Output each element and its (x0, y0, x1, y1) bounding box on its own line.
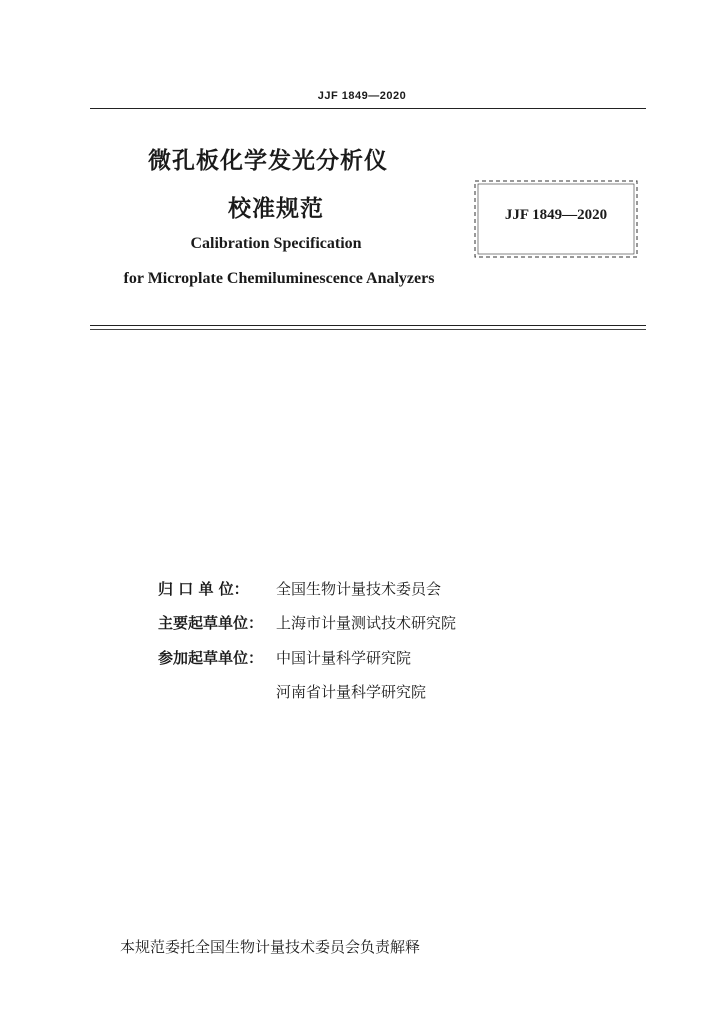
responsible-unit-label: 归 口 单 位： (158, 580, 249, 598)
main-drafter-row (158, 612, 456, 633)
title-english-line1: Calibration Specification (190, 235, 362, 252)
main-drafter-value: 上海市计量测试技术研究院 (276, 614, 457, 632)
co-drafter-value-2: 河南省计量科学研究院 (276, 683, 427, 701)
footer-interpretation-note: 本规范委托全国生物计量技术委员会负责解释 (120, 938, 421, 956)
top-rule (90, 108, 646, 109)
co-drafter-row-2 (158, 681, 426, 702)
mid-rule-thick (90, 325, 646, 326)
mid-rule-thin (90, 329, 646, 330)
standard-code-box-text: JJF 1849—2020 (504, 207, 608, 223)
responsible-unit-value: 全国生物计量技术委员会 (276, 580, 442, 598)
co-drafter-row (158, 647, 411, 668)
co-drafter-label: 参加起草单位： (158, 649, 264, 667)
title-chinese-line2: 校准规范 (228, 196, 324, 222)
co-drafter-value-1: 中国计量科学研究院 (276, 649, 412, 667)
standard-code-box (472, 178, 640, 260)
header-standard-code: JJF 1849—2020 (317, 90, 407, 102)
main-drafter-label: 主要起草单位： (158, 614, 264, 632)
title-english-line2: for Microplate Chemiluminescence Analyzers (123, 270, 435, 287)
responsible-unit-row (158, 578, 441, 599)
title-chinese-line1: 微孔板化学发光分析仪 (148, 148, 388, 174)
